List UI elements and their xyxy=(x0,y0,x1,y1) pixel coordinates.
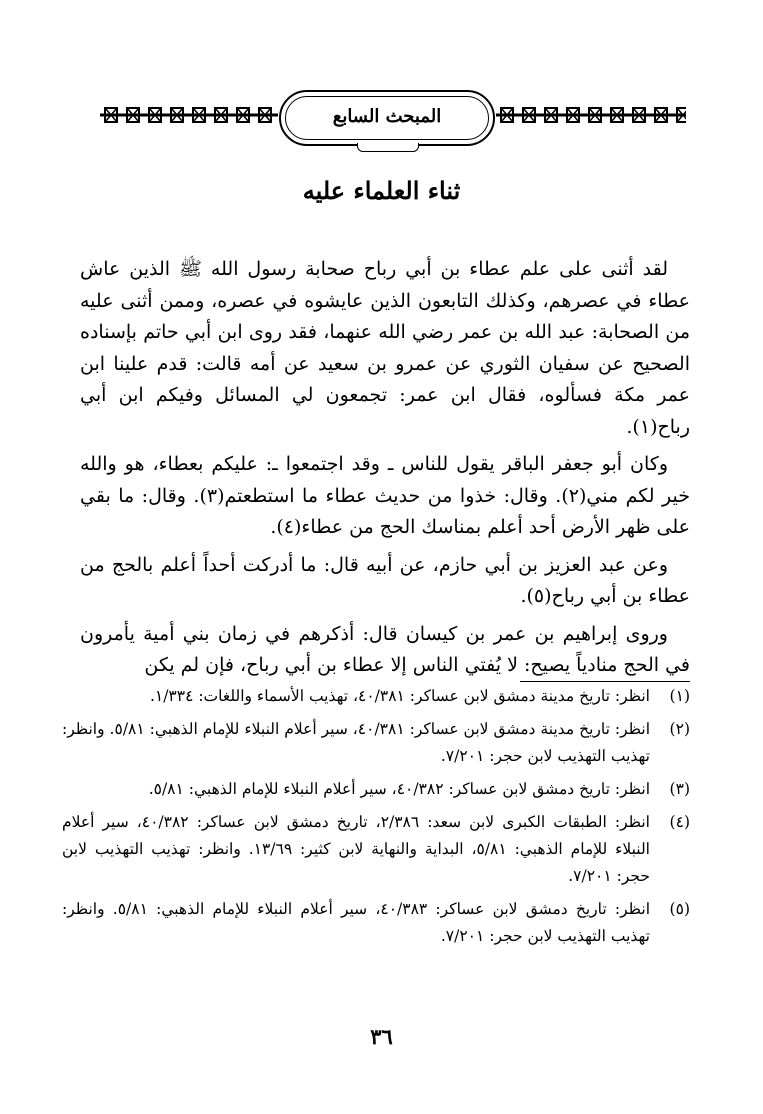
footnote-number: (٣) xyxy=(669,780,690,798)
footnote xyxy=(62,776,690,803)
footnote xyxy=(62,896,690,950)
footnote-divider xyxy=(520,681,690,682)
paragraph: وعن عبد العزيز بن أبي حازم، عن أبيه قال: ما أدركت أحداً أعلم بالحج من عطاء بن أبي رباح(٥). xyxy=(80,553,690,607)
chapter-badge-tab xyxy=(357,143,419,152)
footnote xyxy=(62,809,690,890)
decorative-border-right xyxy=(496,104,686,126)
footnotes xyxy=(62,683,690,956)
footnote-text: انظر: تاريخ دمشق لابن عساكر: ٤٠/٣٨٢، سير أعلام النبلاء للإمام الذهبي: ٥/٨١. xyxy=(148,780,650,798)
footnote-text: انظر: تاريخ مدينة دمشق لابن عساكر: ٤٠/٣٨١، تهذيب الأسماء واللغات: ١/٣٣٤. xyxy=(149,687,650,705)
body-text xyxy=(80,254,690,688)
paragraph: وروى إبراهيم بن عمر بن كيسان قال: أذكرهم في زمان بني أمية يأمرون في الحج منادياً يصيح: لا يُفتي الناس إلا عطاء بن أبي رباح، فإن لم يكن xyxy=(80,622,690,676)
footnote xyxy=(62,716,690,770)
footnote-text: انظر: تاريخ دمشق لابن عساكر: ٤٠/٣٨٣، سير أعلام النبلاء للإمام الذهبي: ٥/٨١. وانظر: تهذيب التهذيب لابن حجر: ٧/٢٠١. xyxy=(62,900,651,945)
page-title: ثناء العلماء عليه xyxy=(302,176,461,205)
chapter-badge xyxy=(279,90,495,146)
footnote-text: انظر: تاريخ مدينة دمشق لابن عساكر: ٤٠/٣٨١، سير أعلام النبلاء للإمام الذهبي: ٥/٨١. وانظر: تهذيب التهذيب لابن حجر: ٧/٢٠١. xyxy=(62,720,651,765)
decorative-border-left xyxy=(100,104,278,126)
paragraph: وكان أبو جعفر الباقر يقول للناس ـ وقد اجتمعوا ـ: عليكم بعطاء، هو والله خير لكم مني(٢). وقال: خذوا من حديث عطاء ما استطعتم(٣). وقال: ما بقي على ظهر الأرض أحد أعلم بمناسك الحج من عطاء(٤). xyxy=(80,453,691,538)
footnote-number: (٢) xyxy=(669,720,690,738)
footnote-number: (٥) xyxy=(669,900,690,918)
footnote-number: (١) xyxy=(669,687,690,705)
footnote-number: (٤) xyxy=(669,813,690,831)
footnote-text: انظر: الطبقات الكبرى لابن سعد: ٢/٣٨٦، تاريخ دمشق لابن عساكر: ٤٠/٣٨٢، سير أعلام النبلاء للإمام الذهبي: ٥/٨١، البداية والنهاية لابن كثير: ١٣/٦٩. وانظر: تهذيب التهذيب لابن حجر: ٧/٢٠١. xyxy=(62,813,650,885)
paragraph: لقد أثنى على علم عطاء بن أبي رباح صحابة رسول الله ﷺ الذين عاش عطاء في عصرهم، وكذلك التابعون الذين عايشوه في عصره، وممن أثنى عليه من الصحابة: عبد الله بن عمر رضي الله عنهما، فقد روى ابن أبي حاتم بإسناده الصحيح عن سفيان الثوري عن عمرو بن سعيد عن أمه قالت: قدم علينا ابن عمر مكة فسألوه، فقال ابن عمر: تجمعون لي المسائل وفيكم ابن أبي رباح(١). xyxy=(80,258,690,438)
footnote xyxy=(62,683,690,710)
page-number: ٣٦ xyxy=(370,1024,393,1049)
chapter-label: المبحث السابع xyxy=(332,106,442,127)
